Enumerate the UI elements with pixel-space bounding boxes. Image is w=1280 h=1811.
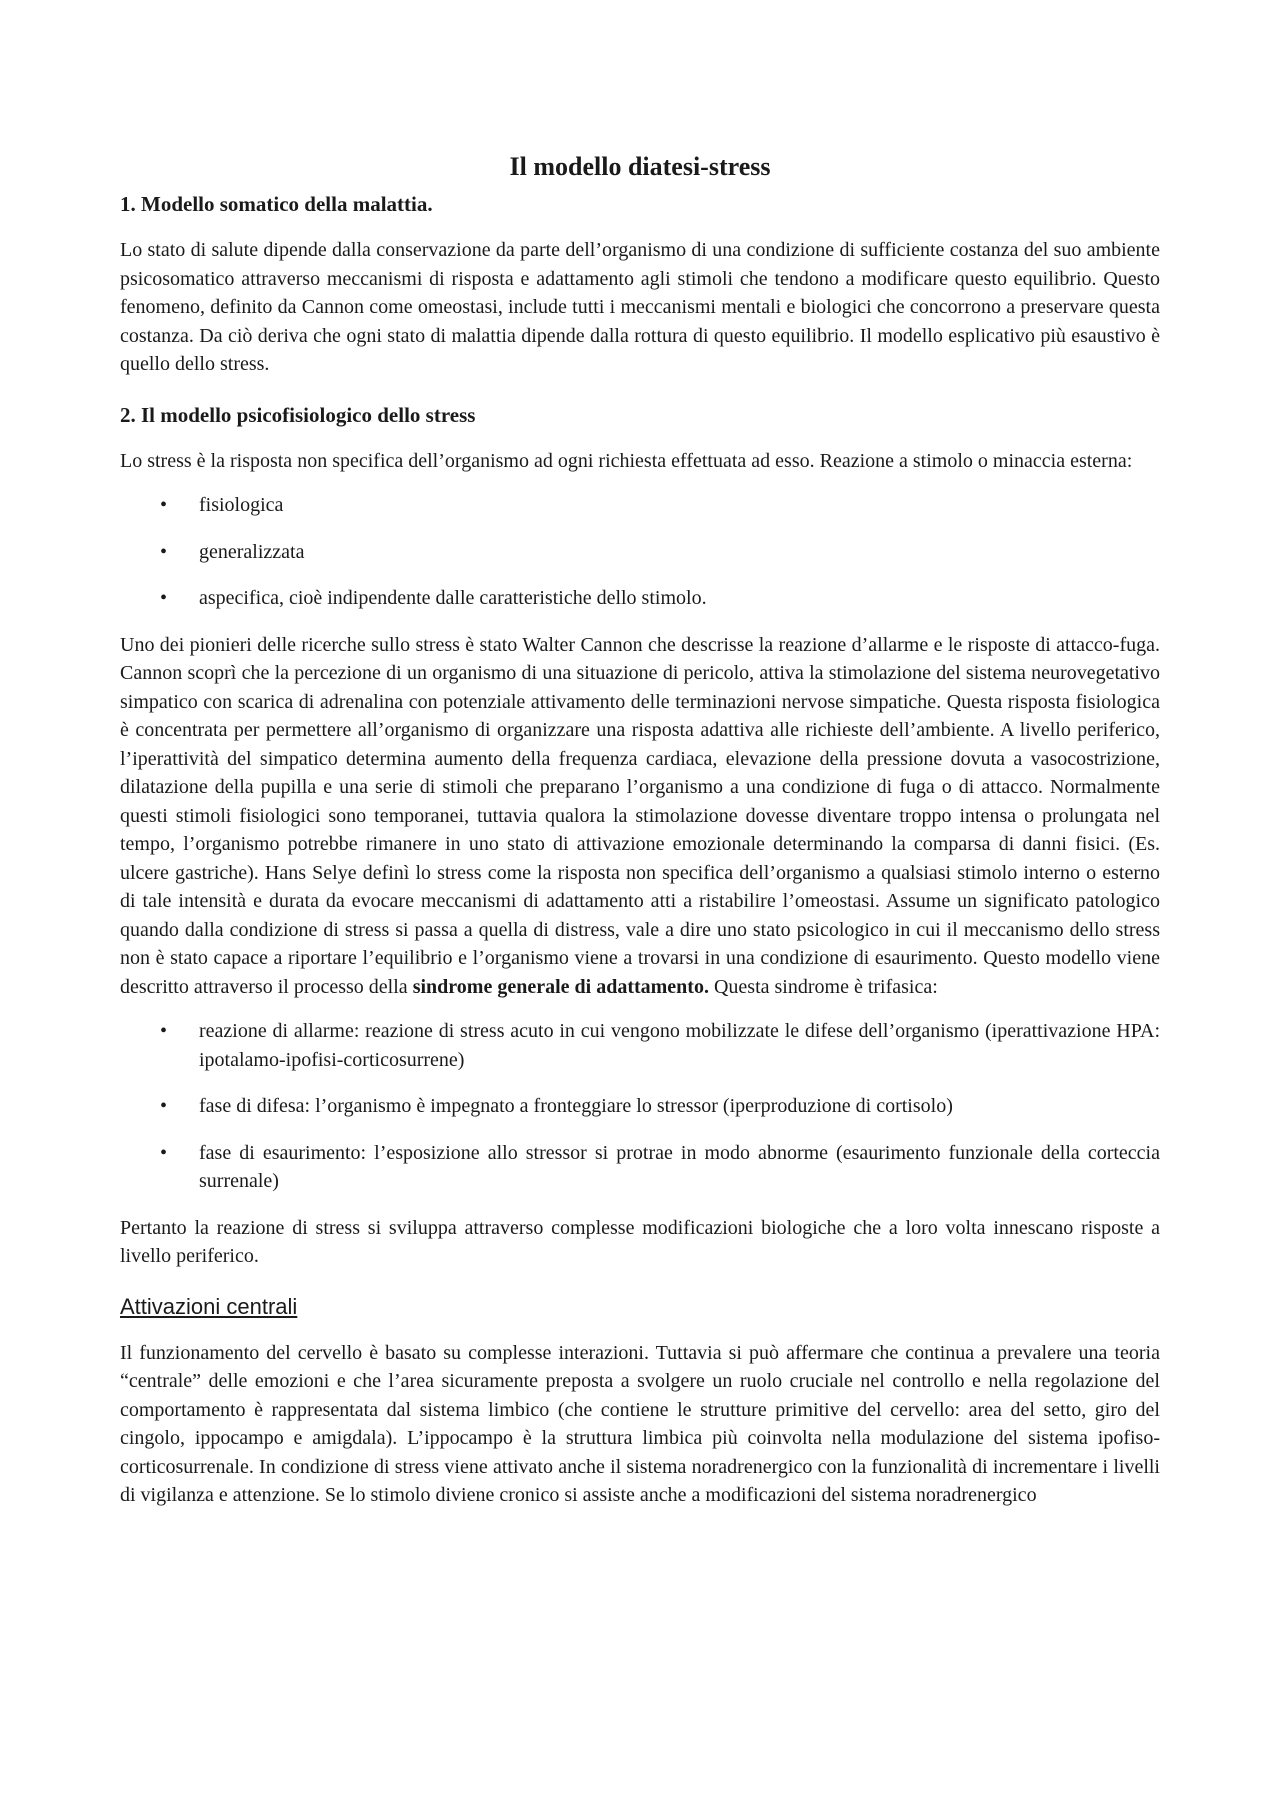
list-item: • fisiologica	[120, 491, 1160, 520]
list-item: • generalizzata	[120, 538, 1160, 567]
subsection-heading: Attivazioni centrali	[120, 1293, 298, 1319]
body-bold-term: sindrome generale di adattamento.	[412, 975, 709, 998]
document-page	[120, 150, 1160, 1526]
list-item: • reazione di allarme: reazione di stress acuto in cui vengono mobilizzate le difese dell’organismo (iperattivazione HPA: ipotalamo-ipofisi-corticosurrene)	[120, 1017, 1160, 1074]
document-title: Il modello diatesi-stress	[509, 152, 771, 181]
section-2-intro: Lo stress è la risposta non specifica dell’organismo ad ogni richiesta effettuata ad esso. Reazione a stimolo o minaccia esterna:	[120, 449, 1133, 472]
stress-characteristics-list	[120, 491, 1160, 613]
section-2-conclusion: Pertanto la reazione di stress si sviluppa attraverso complesse modificazioni biologiche che a loro volta innescano risposte a livello periferico.	[120, 1216, 1160, 1267]
list-item: • aspecifica, cioè indipendente dalle caratteristiche dello stimolo.	[120, 584, 1160, 613]
list-item: • fase di esaurimento: l’esposizione allo stressor si protrae in modo abnorme (esaurimento funzionale della corteccia surrenale)	[120, 1139, 1160, 1196]
list-item: • fase di difesa: l’organismo è impegnato a fronteggiare lo stressor (iperproduzione di cortisolo)	[120, 1092, 1160, 1121]
section-1-paragraph: Lo stato di salute dipende dalla conservazione da parte dell’organismo di una condizione di sufficiente costanza del suo ambiente psicosomatico attraverso meccanismi di risposta e adattamento agli stimoli che tendono a modificare questo equilibrio. Questo fenomeno, definito da Cannon come omeostasi, include tutti i meccanismi mentali e biologici che concorrono a preservare questa costanza. Da ciò deriva che ogni stato di malattia dipende dalla rottura di questo equilibrio. Il modello esplicativo più esaustivo è quello dello stress.	[120, 239, 1160, 375]
section-2-heading: 2. Il modello psicofisiologico dello stress	[120, 402, 476, 427]
body-text-end: Questa sindrome è trifasica:	[708, 975, 938, 998]
syndrome-phases-list	[120, 1017, 1160, 1196]
subsection-paragraph: Il funzionamento del cervello è basato su complesse interazioni. Tuttavia si può affermare che continua a prevalere una teoria “centrale” delle emozioni e che l’area sicuramente preposta a svolgere un ruolo cruciale nel controllo e nella regolazione del comportamento è rappresentata dal sistema limbico (che contiene le strutture primitive del cervello: area del setto, giro del cingolo, ippocampo e amigdala). L’ippocampo è la struttura limbica più coinvolta nella modulazione del sistema ipofiso-corticosurrenale. In condizione di stress viene attivato anche il sistema noradrenergico con la funzionalità di incrementare i livelli di vigilanza e attenzione. Se lo stimolo diviene cronico si assiste anche a modificazioni del sistema noradrenergico	[120, 1341, 1160, 1506]
body-text: Uno dei pionieri delle ricerche sullo stress è stato Walter Cannon che descrisse la reazione d’allarme e le risposte di attacco-fuga. Cannon scoprì che la percezione di un organismo di una situazione di pericolo, attiva la stimolazione del sistema neurovegetativo simpatico con scarica di adrenalina con potenziale attivamento delle terminazioni nervose simpatiche. Questa risposta fisiologica è concentrata per permettere all’organismo di organizzare una risposta adattiva alle richieste dell’ambiente. A livello periferico, l’iperattività del simpatico determina aumento della frequenza cardiaca, elevazione della pressione dovuta a vasocostrizione, dilatazione della pupilla e una serie di stimoli che preparano l’organismo a una condizione di fuga o di attacco. Normalmente questi stimoli fisiologici sono temporanei, tuttavia qualora la stimolazione dovesse diventare troppo intensa o prolungata nel tempo, l’organismo potrebbe rimanere in uno stato di attivazione emozionale determinando la comparsa di danni fisici. (Es. ulcere gastriche). Hans Selye definì lo stress come la risposta non specifica dell’organismo a qualsiasi stimolo interno o esterno di tale intensità e durata da evocare meccanismi di adattamento atti a ristabilire l’omeostasi. Assume un significato patologico quando dalla condizione di stress si passa a quella di distress, vale a dire uno stato psicologico in cui il meccanismo dello stress non è stato capace a riportare l’equilibrio e l’organismo viene a trovarsi in una condizione di esaurimento. Questo modello viene descritto attraverso il processo della	[120, 633, 1160, 998]
section-2-body	[120, 631, 1160, 1002]
section-1-heading: 1. Modello somatico della malattia.	[120, 192, 433, 216]
